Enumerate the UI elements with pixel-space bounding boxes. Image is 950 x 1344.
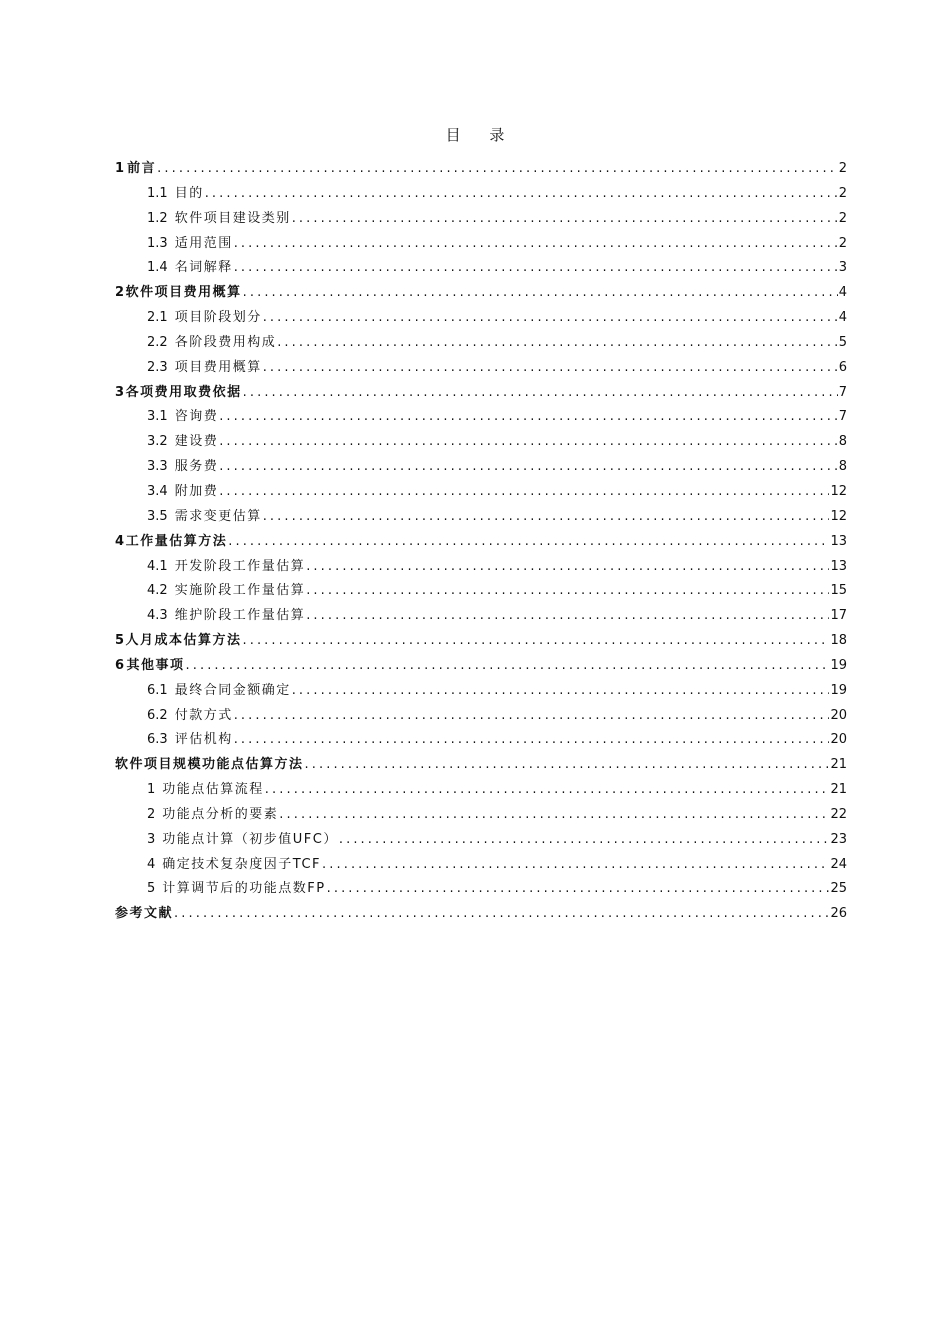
- toc-entry[interactable]: [115, 778, 847, 803]
- toc-entry[interactable]: [115, 281, 847, 306]
- dot-leader: [233, 256, 838, 281]
- toc-entry-title: 目的: [174, 185, 204, 201]
- toc-entry-title: 人月成本估算方法: [125, 633, 242, 649]
- toc-entry[interactable]: [115, 654, 847, 679]
- toc-entry-number: 2.3: [147, 359, 168, 375]
- toc-entry-page-number: 15: [830, 583, 847, 599]
- dot-leader: [185, 654, 830, 679]
- toc-entry-number: 1.3: [147, 235, 168, 251]
- toc-entry-page-number: 4: [838, 310, 847, 326]
- dot-leader: [156, 157, 838, 182]
- toc-entry-title: 建设费: [174, 434, 219, 450]
- toc-entry-title: 功能点计算（初步值UFC）: [162, 831, 338, 847]
- toc-entry-page-number: 8: [838, 459, 847, 475]
- toc-entry-number: 4.2: [147, 583, 168, 599]
- toc-entry[interactable]: [115, 306, 847, 331]
- dot-leader: [262, 356, 838, 381]
- toc-entry[interactable]: [115, 256, 847, 281]
- toc-entry-number: 3.1: [147, 409, 168, 425]
- toc-entry-number: 4: [115, 533, 125, 549]
- toc-entry-page-number: 17: [830, 608, 847, 624]
- dot-leader: [276, 331, 838, 356]
- toc-entry[interactable]: [115, 430, 847, 455]
- toc-entry[interactable]: [115, 728, 847, 753]
- toc-entry[interactable]: [115, 530, 847, 555]
- toc-entry-number: 3: [147, 831, 156, 847]
- dot-leader: [218, 430, 838, 455]
- toc-entry[interactable]: [115, 679, 847, 704]
- toc-entry-page-number: 23: [830, 831, 847, 847]
- toc-entry[interactable]: [115, 704, 847, 729]
- toc-title: 目 录: [445, 126, 517, 144]
- toc-entry-title: 评估机构: [174, 732, 233, 748]
- dot-leader: [326, 877, 830, 902]
- dot-leader: [233, 728, 830, 753]
- dot-leader: [305, 604, 829, 629]
- toc-entry-title: 软件项目费用概算: [125, 285, 242, 301]
- toc-entry-title: 确定技术复杂度因子TCF: [162, 856, 322, 872]
- toc-entry-number: 4: [147, 856, 156, 872]
- toc-entry-number: 3.5: [147, 508, 168, 524]
- toc-entry[interactable]: [115, 505, 847, 530]
- toc-entry-page-number: 13: [830, 558, 847, 574]
- toc-entry-title: 咨询费: [174, 409, 219, 425]
- toc-entry-title: 各项费用取费依据: [125, 384, 242, 400]
- dot-leader: [233, 232, 838, 257]
- dot-leader: [204, 182, 838, 207]
- toc-entry[interactable]: [115, 207, 847, 232]
- dot-leader: [242, 281, 838, 306]
- toc-entry-title: 工作量估算方法: [125, 533, 228, 549]
- dot-leader: [264, 778, 830, 803]
- toc-entry[interactable]: [115, 853, 847, 878]
- toc-entry[interactable]: [115, 356, 847, 381]
- toc-entry-page-number: 18: [830, 633, 847, 649]
- dot-leader: [262, 306, 838, 331]
- toc-entry-number: 4.3: [147, 608, 168, 624]
- toc-entry-page-number: 2: [838, 185, 847, 201]
- dot-leader: [262, 505, 830, 530]
- toc-entry-page-number: 3: [838, 260, 847, 276]
- dot-leader: [242, 381, 838, 406]
- toc-entry-number: 3: [115, 384, 125, 400]
- toc-entry[interactable]: [115, 803, 847, 828]
- toc-entry-page-number: 7: [838, 384, 847, 400]
- toc-entry[interactable]: [115, 555, 847, 580]
- toc-entry-title: 付款方式: [174, 707, 233, 723]
- toc-entry-title: 需求变更估算: [174, 508, 262, 524]
- dot-leader: [233, 704, 830, 729]
- toc-entry-number: 5: [147, 881, 156, 897]
- toc-entry-number: 3.4: [147, 483, 168, 499]
- toc-entry[interactable]: [115, 753, 847, 778]
- toc-entry[interactable]: [115, 182, 847, 207]
- toc-entry[interactable]: [115, 405, 847, 430]
- dot-leader: [338, 828, 830, 853]
- toc-entry-page-number: 2: [838, 210, 847, 226]
- dot-leader: [305, 555, 829, 580]
- toc-entry[interactable]: [115, 579, 847, 604]
- toc-entry-number: 1: [115, 161, 125, 176]
- table-of-contents: [115, 157, 847, 927]
- toc-entry-number: 1.2: [147, 210, 168, 226]
- toc-entry-page-number: 19: [830, 682, 847, 698]
- toc-entry[interactable]: [115, 629, 847, 654]
- toc-entry-number: 6: [115, 657, 125, 673]
- toc-entry[interactable]: [115, 381, 847, 406]
- toc-entry-number: 1.1: [147, 185, 168, 201]
- toc-entry-title: 项目阶段划分: [174, 310, 262, 326]
- toc-entry-page-number: 25: [830, 881, 847, 897]
- toc-entry[interactable]: [115, 157, 847, 182]
- toc-entry-title: 功能点分析的要素: [162, 806, 279, 822]
- toc-entry-number: 5: [115, 633, 125, 649]
- dot-leader: [304, 753, 830, 778]
- dot-leader: [218, 405, 838, 430]
- toc-entry[interactable]: [115, 232, 847, 257]
- toc-entry-number: 2.1: [147, 310, 168, 326]
- toc-entry-title: 各阶段费用构成: [174, 334, 277, 350]
- toc-entry-page-number: 26: [830, 906, 847, 922]
- toc-entry-page-number: 24: [830, 856, 847, 872]
- toc-entry-number: 3.3: [147, 459, 168, 475]
- toc-entry-number: 2: [115, 285, 125, 301]
- dot-leader: [241, 629, 829, 654]
- toc-entry-title: 服务费: [174, 459, 219, 475]
- dot-leader: [278, 803, 829, 828]
- toc-entry-title: 适用范围: [174, 235, 233, 251]
- toc-entry-page-number: 5: [838, 334, 847, 350]
- toc-entry-title: 实施阶段工作量估算: [174, 583, 306, 599]
- toc-entry-page-number: 21: [830, 757, 847, 773]
- toc-entry-page-number: 22: [830, 806, 847, 822]
- dot-leader: [218, 455, 838, 480]
- toc-entry-title: 维护阶段工作量估算: [174, 608, 306, 624]
- toc-entry-page-number: 6: [838, 359, 847, 375]
- dot-leader: [227, 530, 829, 555]
- toc-entry-number: 2: [147, 806, 156, 822]
- toc-entry-title: 功能点估算流程: [162, 782, 264, 798]
- toc-entry-page-number: 20: [830, 707, 847, 723]
- toc-entry-number: 6.1: [147, 682, 168, 698]
- toc-entry-page-number: 7: [838, 409, 847, 425]
- dot-leader: [291, 207, 838, 232]
- toc-entry[interactable]: [115, 604, 847, 629]
- toc-entry-number: 6.3: [147, 732, 168, 748]
- toc-entry-number: 6.2: [147, 707, 168, 723]
- toc-entry-title: 项目费用概算: [174, 359, 262, 375]
- toc-entry-title: 开发阶段工作量估算: [174, 558, 306, 574]
- toc-entry-title: 参考文献: [115, 906, 174, 922]
- dot-leader: [305, 579, 829, 604]
- toc-entry-page-number: 13: [830, 533, 847, 549]
- toc-entry-title: 最终合同金额确定: [174, 682, 291, 698]
- dot-leader: [173, 902, 829, 927]
- toc-entry-number: 1: [147, 782, 156, 798]
- toc-entry-number: 2.2: [147, 334, 168, 350]
- toc-entry-page-number: 12: [830, 483, 847, 499]
- toc-entry-page-number: 20: [830, 732, 847, 748]
- dot-leader: [218, 480, 829, 505]
- toc-entry-page-number: 12: [830, 508, 847, 524]
- toc-entry[interactable]: [115, 828, 847, 853]
- toc-entry-page-number: 8: [838, 434, 847, 450]
- toc-entry-page-number: 19: [830, 657, 847, 673]
- toc-entry[interactable]: [115, 902, 847, 927]
- toc-entry-title: 软件项目规模功能点估算方法: [115, 757, 304, 773]
- toc-entry-title: 其他事项: [126, 657, 185, 673]
- toc-entry-page-number: 2: [838, 161, 847, 176]
- toc-entry-page-number: 2: [838, 235, 847, 251]
- toc-entry-page-number: 4: [838, 285, 847, 301]
- toc-entry-title: 附加费: [174, 483, 219, 499]
- toc-entry-title: 前言: [127, 161, 157, 176]
- toc-entry[interactable]: [115, 480, 847, 505]
- toc-entry[interactable]: [115, 455, 847, 480]
- dot-leader: [321, 853, 829, 878]
- toc-entry[interactable]: [115, 331, 847, 356]
- toc-entry-title: 名词解释: [174, 260, 233, 276]
- toc-entry-title: 软件项目建设类别: [174, 210, 291, 226]
- toc-entry[interactable]: [115, 877, 847, 902]
- toc-entry-number: 4.1: [147, 558, 168, 574]
- toc-entry-number: 1.4: [147, 260, 168, 276]
- toc-entry-number: 3.2: [147, 434, 168, 450]
- toc-entry-title: 计算调节后的功能点数FP: [162, 881, 326, 897]
- toc-entry-page-number: 21: [830, 782, 847, 798]
- dot-leader: [291, 679, 830, 704]
